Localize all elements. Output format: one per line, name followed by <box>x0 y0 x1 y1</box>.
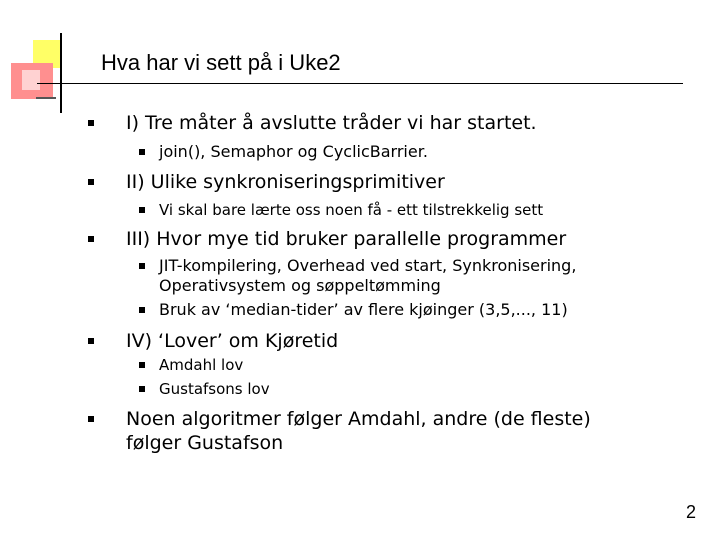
slide-title: Hva har vi sett på i Uke2 <box>101 50 341 75</box>
sub-item-3-1 <box>159 256 599 296</box>
list-item-1 <box>126 111 537 135</box>
square-bullet-icon <box>139 386 145 392</box>
page-number: 2 <box>685 502 696 522</box>
sub-item-1-1-text: join(), Semaphor og CyclicBarrier. <box>159 142 428 161</box>
decor-tick-mark <box>36 97 56 99</box>
list-item-2-text: II) Ulike synkroniseringsprimitiver <box>126 171 445 193</box>
sub-item-4-2 <box>159 379 270 399</box>
title-underline <box>37 83 683 84</box>
square-bullet-icon <box>139 362 145 368</box>
square-bullet-icon <box>88 179 94 185</box>
sub-item-4-1 <box>159 355 243 375</box>
sub-item-1-1 <box>159 142 428 162</box>
list-item-5 <box>126 407 646 455</box>
decor-pink-inner-square <box>22 70 40 90</box>
list-item-5-text: Noen algoritmer følger Amdahl, andre (de fleste) følger Gustafson <box>126 408 591 454</box>
square-bullet-icon <box>139 307 145 313</box>
list-item-3-text: III) Hvor mye tid bruker parallelle programmer <box>126 228 567 250</box>
sub-item-2-1 <box>159 200 543 220</box>
sub-item-3-1-text: JIT-kompilering, Overhead ved start, Synkronisering, Operativsystem og søppeltømming <box>159 256 577 295</box>
square-bullet-icon <box>88 338 94 344</box>
sub-item-4-1-text: Amdahl lov <box>159 356 244 374</box>
list-item-4 <box>126 329 338 353</box>
sub-item-2-1-text: Vi skal bare lærte oss noen få - ett tilstrekkelig sett <box>159 201 544 219</box>
square-bullet-icon <box>88 120 94 126</box>
list-item-2 <box>126 170 445 194</box>
square-bullet-icon <box>139 207 145 213</box>
sub-item-3-2 <box>159 300 568 320</box>
square-bullet-icon <box>139 149 145 155</box>
square-bullet-icon <box>88 416 94 422</box>
list-item-3 <box>126 227 566 251</box>
decor-vertical-line <box>60 33 62 113</box>
square-bullet-icon <box>139 263 145 269</box>
sub-item-4-2-text: Gustafsons lov <box>159 380 270 398</box>
square-bullet-icon <box>88 236 94 242</box>
sub-item-3-2-text: Bruk av ‘median-tider’ av flere kjøinger (3,5,..., 11) <box>159 300 568 319</box>
list-item-1-text: I) Tre måter å avslutte tråder vi har startet. <box>126 112 537 134</box>
list-item-4-text: IV) ‘Lover’ om Kjøretid <box>126 330 339 352</box>
